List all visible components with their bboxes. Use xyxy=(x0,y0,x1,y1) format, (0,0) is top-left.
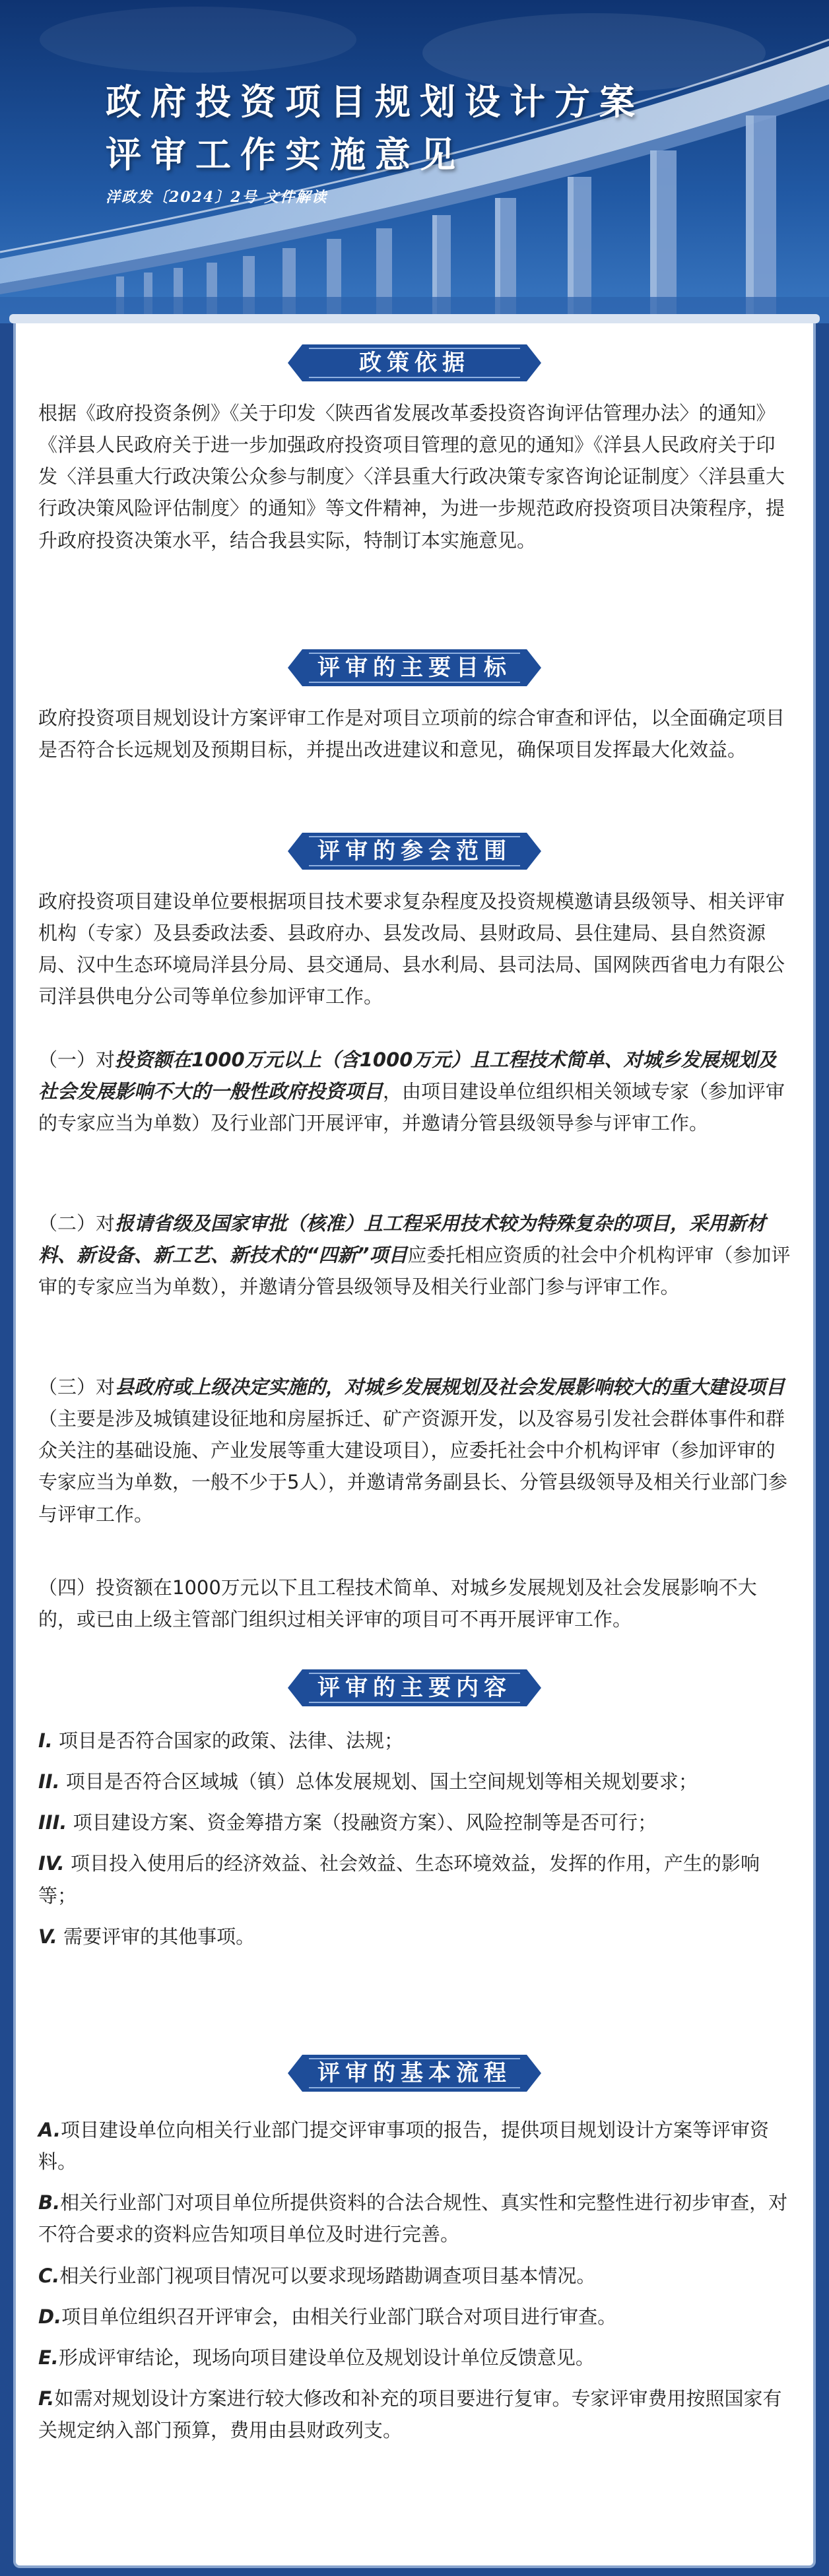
section-banner-basis xyxy=(282,338,547,388)
list-item xyxy=(38,1921,791,1952)
section-title-basis: 政策依据 xyxy=(359,350,470,376)
list-item-number: III. xyxy=(38,1811,67,1834)
header-banner xyxy=(0,0,829,323)
section-title-scope: 评审的参会范围 xyxy=(317,838,512,864)
list-item-text: 项目单位组织召开评审会，由相关行业部门联合对项目进行审查。 xyxy=(61,2305,617,2328)
list-item-number: B. xyxy=(38,2191,61,2214)
list-item-text: 项目是否符合区域城（镇）总体发展规划、国土空间规划等相关规划要求； xyxy=(65,1770,698,1793)
list-item xyxy=(38,1848,791,1911)
page-title-line-2: 评审工作实施意见 xyxy=(106,133,465,176)
list-item-text: 相关行业部门视项目情况可以要求现场踏勘调查项目基本情况。 xyxy=(59,2264,596,2287)
list-item-number: D. xyxy=(38,2305,62,2328)
section-banner-goal xyxy=(282,643,547,693)
list-item xyxy=(38,2383,791,2446)
list-item xyxy=(38,2114,791,2177)
scope-item-3-rest: （主要是涉及城镇建设征地和房屋拆迁、矿产资源开发，以及容易引发社会群体事件和群众关注的基础设施、产业发展等重大建设项目），应委托社会中介机构评审（参加评审的专家应当为单数，一般不少于5人），并邀请常务副县长、分管县级领导及相关行业部门参与评审工作。 xyxy=(38,1407,787,1526)
list-item-number: II. xyxy=(38,1770,60,1793)
list-item-number: IV. xyxy=(38,1852,65,1875)
scope-item-2-rest: 应委托相应资质的社会中介机构评审（参加评审的专家应当为单数），并邀请分管县级领导及相关行业部门参与评审工作。 xyxy=(38,1244,791,1299)
goal-text: 政府投资项目规划设计方案评审工作是对项目立项前的综合审查和评估，以全面确定项目是否符合长远规划及预期目标，并提出改进建议和意见，确保项目发挥最大化效益。 xyxy=(38,707,785,761)
document-reference: 洋政发〔2024〕2号 文件解读 xyxy=(106,189,328,206)
basis-text: 根据《政府投资条例》《关于印发〈陕西省发展改革委投资咨询评估管理办法〉的通知》《洋县人民政府关于进一步加强政府投资项目管理的意见的通知》《洋县人民政府关于印发〈洋县重大行政决策公众参与制度〉〈洋县重大行政决策专家咨询论证制度〉〈洋县重大行政决策风险评估制度〉的通知》等文件精神，为进一步规范政府投资项目决策程序，提升政府投资决策水平，结合我县实际，特制订本实施意见。 xyxy=(38,402,785,552)
list-item-number: F. xyxy=(38,2387,55,2410)
scope-item-2-emphasis: 报请省级及国家审批（核准）且工程采用技术较为特殊复杂的项目，采用新材料、新设备、新工艺、新技术的“四新”项目 xyxy=(38,1212,766,1267)
list-item-text: 项目是否符合国家的政策、法律、法规； xyxy=(59,1729,404,1752)
section-title-goal: 评审的主要目标 xyxy=(317,655,512,681)
list-item xyxy=(38,2301,791,2333)
list-item-text: 形成评审结论，现场向项目建设单位及规划设计单位反馈意见。 xyxy=(58,2346,595,2369)
scope-item-4: （四）投资额在1000万元以下且工程技术简单、对城乡发展规划及社会发展影响不大的，或已由上级主管部门组织过相关评审的项目可不再开展评审工作。 xyxy=(38,1576,757,1631)
list-item-text: 项目投入使用后的经济效益、社会效益、生态环境效益，发挥的作用，产生的影响等； xyxy=(38,1852,760,1907)
panel-top-rail xyxy=(9,314,820,323)
list-item-number: E. xyxy=(38,2346,59,2369)
list-item xyxy=(38,2260,791,2292)
list-item xyxy=(38,2342,791,2373)
list-item-text: 如需对规划设计方案进行较大修改和补充的项目要进行复审。专家评审费用按照国家有关规定纳入部门预算，费用由县财政列支。 xyxy=(38,2387,782,2441)
section-banner-process xyxy=(282,2048,547,2098)
section-title-process: 评审的基本流程 xyxy=(317,2060,512,2086)
list-item-number: A. xyxy=(38,2119,61,2141)
scope-item-1 xyxy=(38,1044,791,1139)
list-item xyxy=(38,1807,791,1838)
list-item xyxy=(38,1766,791,1797)
list-item-number: C. xyxy=(38,2264,60,2287)
scope-item-1-rest: ，由项目建设单位组织相关领域专家（参加评审的专家应当为单数）及行业部门开展评审，并邀请分管县级领导参与评审工作。 xyxy=(38,1080,785,1135)
scope-item-3 xyxy=(38,1371,791,1530)
scope-item-3-prefix: （三）对 xyxy=(38,1376,116,1398)
list-item xyxy=(38,2187,791,2250)
section-banner-content xyxy=(282,1663,547,1713)
scope-item-2-prefix: （二）对 xyxy=(38,1212,116,1235)
scope-intro: 政府投资项目建设单位要根据项目技术要求复杂程度及投资规模邀请县级领导、相关评审机构（专家）及县委政法委、县政府办、县发改局、县财政局、县住建局、县自然资源局、汉中生态环境局洋县分局、县交通局、县水利局、县司法局、国网陕西省电力有限公司洋县供电分公司等单位参加评审工作。 xyxy=(38,890,785,1008)
scope-item-1-emphasis: 投资额在1000万元以上（含1000万元）且工程技术简单、对城乡发展规划及社会发展影响不大的一般性政府投资项目 xyxy=(38,1048,777,1103)
list-item-number: V. xyxy=(38,1925,57,1948)
content-list xyxy=(38,1725,791,1962)
list-item-text: 项目建设方案、资金筹措方案（投融资方案）、风险控制等是否可行； xyxy=(73,1811,657,1834)
list-item-text: 需要评审的其他事项。 xyxy=(63,1925,255,1948)
scope-item-3-emphasis: 县政府或上级决定实施的，对城乡发展规划及社会发展影响较大的重大建设项目 xyxy=(115,1376,785,1398)
list-item xyxy=(38,1725,791,1756)
list-item-text: 相关行业部门对项目单位所提供资料的合法合规性、真实性和完整性进行初步审查，对不符合要求的资料应告知项目单位及时进行完善。 xyxy=(38,2191,788,2246)
process-list xyxy=(38,2114,791,2455)
section-banner-scope xyxy=(282,826,547,876)
list-item-number: I. xyxy=(38,1729,53,1752)
section-title-content: 评审的主要内容 xyxy=(317,1675,512,1701)
list-item-text: 项目建设单位向相关行业部门提交评审事项的报告，提供项目规划设计方案等评审资料。 xyxy=(38,2119,770,2174)
scope-item-2 xyxy=(38,1208,791,1303)
scope-item-1-prefix: （一）对 xyxy=(38,1048,116,1071)
page-title-line-1: 政府投资项目规划设计方案 xyxy=(106,80,644,123)
